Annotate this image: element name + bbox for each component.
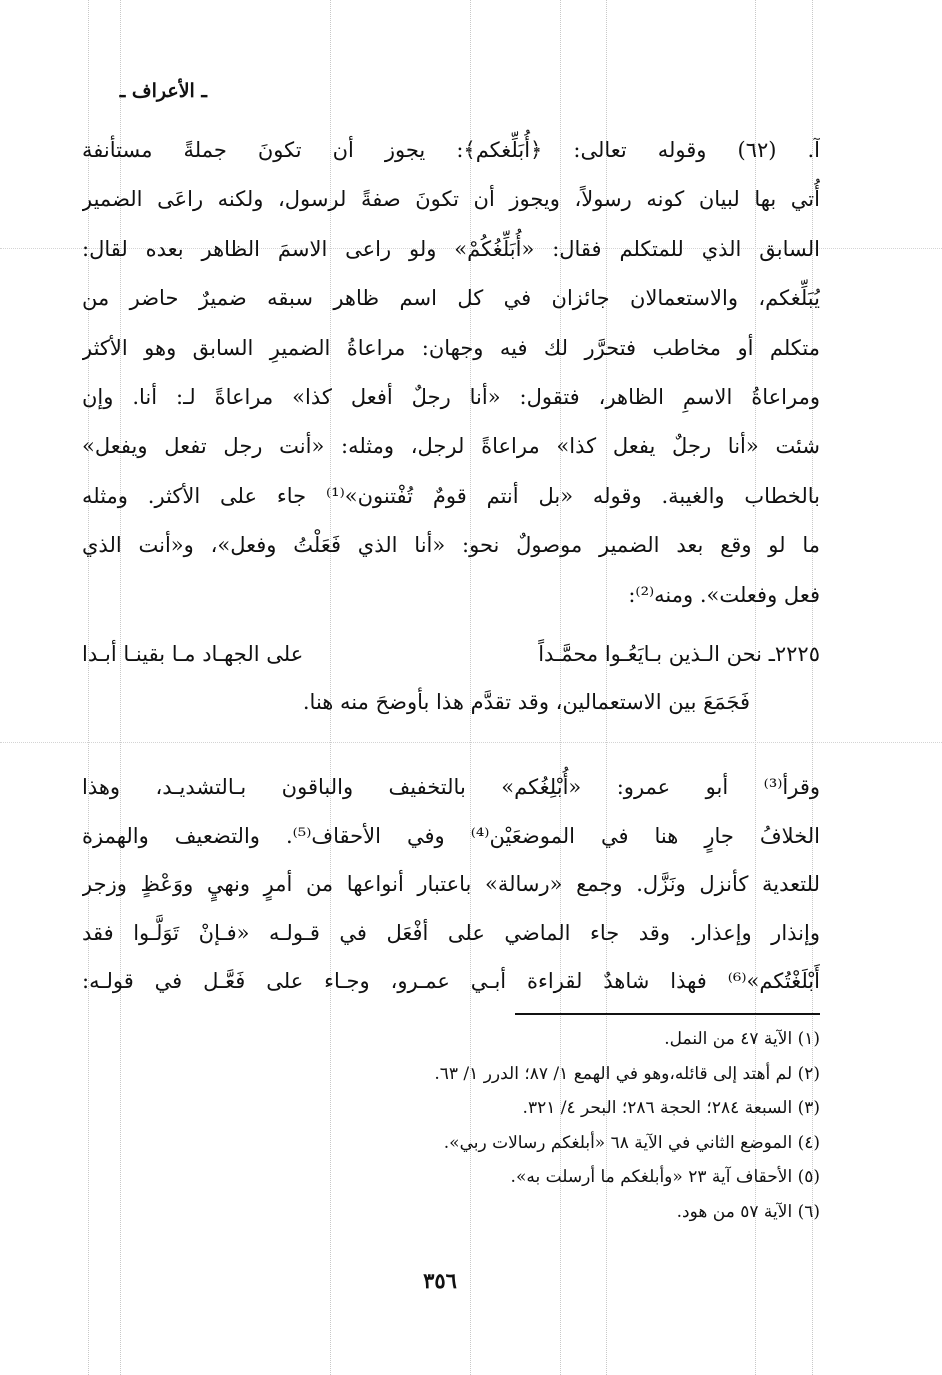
text-line: وإنذار وإعذار. وقد جاء الماضي على أفْعَل في قـولـه «فـإنْ تَوَلَّـوا فقد	[82, 920, 820, 945]
text-line: أُتي بها لبيان كونه رسولاً، ويجوز أن تكونَ صفةً لرسول، ولكنه راعَى الضمير	[82, 187, 820, 212]
text-line: وقرأ⁽³⁾ أبو عمرو: «أُبْلِغُكم» بالتخفيف والباقون بـالتشديـد، وهذا	[82, 775, 820, 799]
verse-hemistich: نحن الـذين بـايَعُـوا محمَّـداً	[538, 642, 763, 666]
verse-second-half: على الجهـاد مـا بقينـا أبـدا	[82, 642, 304, 666]
second-paragraph	[82, 763, 820, 1006]
verse-continuation: فَجَمَعَ بين الاستعمالين، وقد تقدَّم هذا بأوضحَ منه هنا.	[302, 690, 750, 714]
text-line: فعل وفعلت». ومنه⁽²⁾:	[628, 582, 820, 607]
main-paragraph	[82, 126, 820, 620]
verse-number: ٢٢٢٥ـ	[768, 642, 820, 666]
text-line: شئت «أنا رجلٌ يفعل كذا» مراعاةً لرجل، ومثله: «أنت رجل تفعل ويفعل»	[82, 434, 820, 459]
footnote-separator	[515, 1013, 820, 1015]
footnote: (٦) الآية ٥٧ من هود.	[676, 1201, 820, 1222]
text-line: ما لو وقع بعد الضمير موصولٌ نحو: «أنا الذي فَعَلْتُ وفعل»، و«أنت الذي	[82, 533, 820, 558]
text-line: الخلافُ جارٍ هنا في الموضعَيْن⁽⁴⁾ وفي الأحقاف⁽⁵⁾. والتضعيف والهمزة	[82, 823, 820, 848]
footnote: (٣) السبعة ٢٨٤؛ الحجة ٢٨٦؛ البحر ٤/ ٣٢١.	[522, 1098, 820, 1118]
text-line: آ. (٦٢) وقوله تعالى: ﴿أُبَلِّغكم﴾: يجوز أن تكونَ جملةً مستأنفة	[82, 138, 820, 162]
page-number: ٣٥٦	[423, 1268, 457, 1293]
text-line: السابق الذي للمتكلم فقال: «أُبَلِّغُكُمْ» ولو راعى الاسمَ الظاهر بعده لقال:	[82, 236, 820, 261]
verse-first-half	[538, 630, 820, 678]
text-line: للتعدية كأنزل ونَزَّل. وجمع «رسالة» باعتبار أنواعها من أمرٍ ونهيٍ ووَعْظٍ وزجر	[82, 872, 820, 897]
text-line: متكلم أو مخاطب فتحرَّر لك فيه وجهان: مراعاةُ الضميرِ السابق وهو الأكثر	[82, 335, 820, 360]
text-line: يُبَلِّغكم، والاستعمالان جائزان في كل اسم ظاهر سبقه ضميرٌ حاضر من	[82, 286, 820, 311]
running-head: ـ الأعراف ـ	[119, 80, 207, 102]
footnote: (٢) لم أهتد إلى قائله،وهو في الهمع ١/ ٨٧؛ الدرر ١/ ٦٣.	[434, 1063, 820, 1084]
text-line: بالخطاب والغيبة. وقوله «بل أنتم قومٌ تُفْتنون»⁽¹⁾ جاء على الأكثر. ومثله	[82, 483, 820, 508]
footnote: (٤) الموضع الثاني في الآية ٦٨ «أبلغكم رسالات ربي».	[443, 1132, 820, 1153]
scan-guide-line	[0, 742, 942, 743]
footnotes	[240, 1022, 820, 1229]
verse-row	[82, 630, 820, 678]
text-line: أَبْلَغْتُكم»⁽⁶⁾ فهذا شاهدٌ لقراءة أبـي عمـرو، وجـاء على فَعَّـل في قولـه:	[82, 969, 820, 994]
footnote: (١) الآية ٤٧ من النمل.	[664, 1029, 820, 1049]
text-line: ومراعاةُ الاسمِ الظاهر، فتقول: «أنا رجلٌ أفعل كذا» مراعاةً لـ: أنا. وإن	[82, 384, 820, 409]
poetry-verse	[82, 630, 820, 726]
footnote: (٥) الأحقاف آية ٢٣ «وأبلغكم ما أرسلت به».	[510, 1167, 820, 1187]
